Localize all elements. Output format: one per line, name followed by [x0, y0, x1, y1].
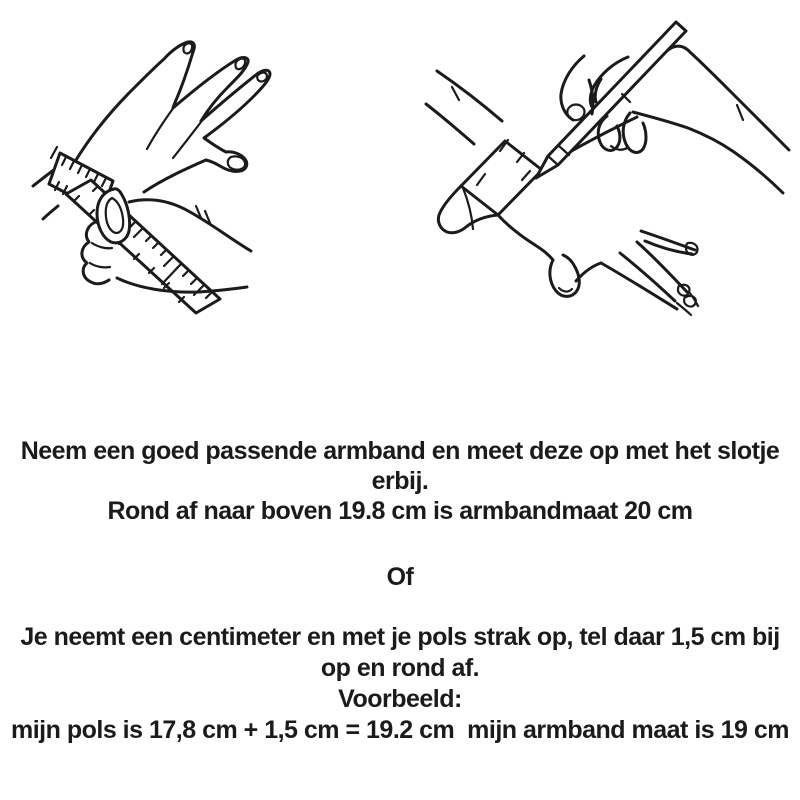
method1-paragraph — [0, 436, 800, 526]
hand-measuring-tape-wrist-illustration — [20, 5, 395, 335]
method2-line4: mijn pols is 17,8 cm + 1,5 cm = 19.2 cm mijn armband maat is 19 cm — [11, 716, 789, 744]
method2-line1: Je neemt een centimeter en met je pols strak op, tel daar 1,5 cm bij — [20, 623, 780, 651]
wrist-tape-band — [461, 141, 542, 215]
method2-line3: Voorbeeld: — [338, 685, 462, 713]
method1-line1: Neem een goed passende armband en meet deze op met het slotje — [20, 437, 780, 465]
hand-tendon-lines — [147, 107, 201, 158]
gripping-thumb — [97, 189, 130, 243]
curled-finger-creases — [90, 243, 112, 267]
forearm-lines — [426, 71, 502, 144]
forearm-crease — [452, 87, 459, 100]
method1-line3: Rond af naar boven 19.8 cm is armbandmaat 20 cm — [107, 497, 693, 525]
pen — [536, 22, 686, 178]
method2-paragraph — [0, 622, 800, 746]
method2-line2: op en rond af. — [320, 654, 480, 682]
instructions-text — [0, 436, 800, 746]
measured-hand-outline — [498, 117, 695, 309]
separator-or: Of — [386, 563, 414, 591]
method1-line2: erbij. — [371, 467, 429, 495]
hand-marking-tape-with-pen-illustration — [418, 5, 792, 335]
